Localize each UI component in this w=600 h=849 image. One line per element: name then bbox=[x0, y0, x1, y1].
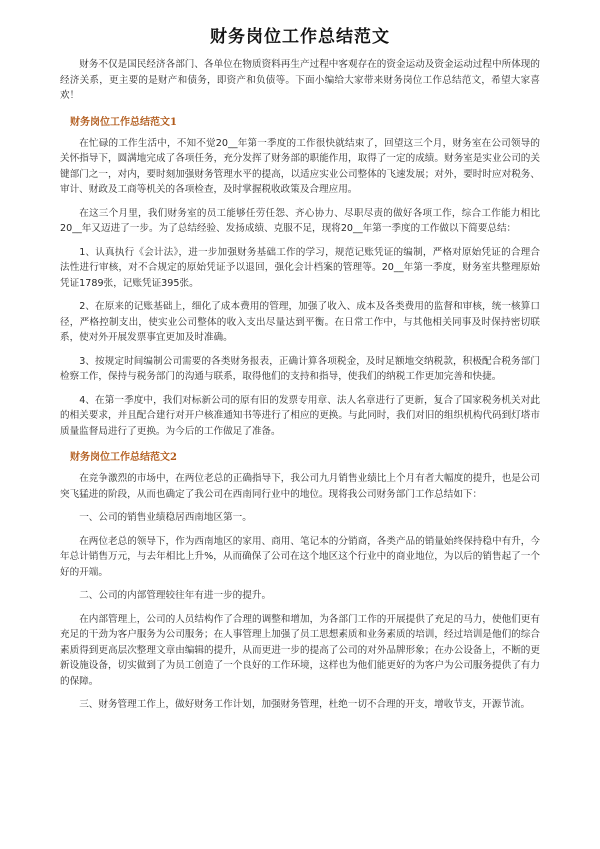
section-2-paragraph-2: 一、公司的销售业绩稳居西南地区第一。 bbox=[79, 512, 252, 523]
intro-paragraph: 财务不仅是国民经济各部门、各单位在物质资料再生产过程中客观存在的资金运动及资金运动过程中所体现的经济关系，更主要的是财产和债务，即资产和负债等。下面小编给大家带来财务岗位工作总结范文，希望大家喜欢！ bbox=[60, 59, 540, 101]
section-1-paragraph-4: 2、在原来的记账基础上，细化了成本费用的管理，加强了收入、成本及各类费用的监督和审核，统一核算口径，严格控制支出，使实业公司整体的收入支出尽量达到平衡。在日常工作中，与其他相关同事及时保持密切联系，使对外开展发票事宜更加及时准确。 bbox=[60, 301, 540, 343]
section-2-paragraph-4: 二、公司的内部管理较往年有进一步的提升。 bbox=[79, 590, 272, 601]
section-2-paragraph-1: 在竞争激烈的市场中，在两位老总的正确指导下，我公司九月销售业绩比上个月有者大幅度的提升，也是公司突飞猛进的阶段，从而也确定了我公司在西南同行业中的地位。现将我公司财务部门工作总结如下： bbox=[60, 473, 540, 500]
section-1-paragraph-2: 在这三个月里，我们财务室的员工能够任劳任怨、齐心协力、尽职尽责的做好各项工作，综合工作能力相比20__年又迈进了一步。为了总结经验、发扬成绩、克服不足，现将20__年第一季度的工作做以下简要总结： bbox=[60, 207, 540, 234]
section-2-paragraph-5: 在内部管理上，公司的人员结构作了合理的调整和增加，为各部门工作的开展提供了充足的马力，使他们更有充足的干劲为客户服务为公司服务；在人事管理上加强了员工思想素质和业务素质的培训，经过培训是他们的综合素质得到更高层次整理文章由编辑的提升，从而更进一步的提高了公司的对外品牌形象；在办公设备上，不断的更新设施设备，切实做到了为员工创造了一个良好的工作环境，这样也为他们能更好的为客户为公司服务提供了有力的保障。 bbox=[60, 613, 540, 687]
section-1-paragraph-3: 1、认真执行《会计法》，进一步加强财务基础工作的学习，规范记账凭证的编制，严格对原始凭证的合理合法性进行审核，对不合规定的原始凭证予以退回，强化会计档案的管理等。20__年第一季度，财务室共整理原始凭证1789张，记账凭证395张。 bbox=[60, 246, 540, 289]
document-title: 财务岗位工作总结范文 bbox=[210, 27, 390, 47]
section-1-heading: 财务岗位工作总结范文1 bbox=[70, 116, 177, 128]
section-1-paragraph-6: 4、在第一季度中，我们对标新公司的原有旧的发票专用章、法人名章进行了更新，复合了国家税务机关对此的相关要求，并且配合建行对开户核准通知书等进行了相应的更换。与此同时，我们对旧的组织机构代码到灯塔市质量监督局进行了更换。为今后的工作做足了准备。 bbox=[60, 394, 540, 437]
section-1-paragraph-5: 3、按规定时间编制公司需要的各类财务报表，正确计算各项税金，及时足额地交纳税款，积极配合税务部门检察工作，保持与税务部门的沟通与联系，取得他们的支持和指导，使我们的纳税工作更加完善和快捷。 bbox=[60, 355, 540, 382]
section-2-paragraph-6: 三、财务管理工作上，做好财务工作计划，加强财务管理，杜绝一切不合理的开支，增收节支，开源节流。 bbox=[79, 699, 531, 710]
section-2-heading: 财务岗位工作总结范文2 bbox=[70, 452, 177, 463]
section-1-paragraph-1: 在忙碌的工作生活中，不知不觉20__年第一季度的工作很快就结束了，回望这三个月，财务室在公司领导的关怀指导下，圆满地完成了各项任务，充分发挥了财务部的职能作用，取得了一定的成绩。财务室是实业公司的关键部门之一，对内，要时刻加强财务管理水平的提高，以适应实业公司整体的飞速发展；对外，要时时应对税务、审计、财政及工商等机关的各项检查，及时掌握税收政策及合理应用。 bbox=[60, 137, 540, 195]
section-2-paragraph-3: 在两位老总的领导下，作为西南地区的家用、商用、笔记本的分销商，各类产品的销量始终保持稳中有升，今年总计销售万元，与去年相比上升%，从而确保了公司在这个地区这个行业中的商业地位，为以后的销售起了一个好的开端。 bbox=[60, 535, 540, 578]
